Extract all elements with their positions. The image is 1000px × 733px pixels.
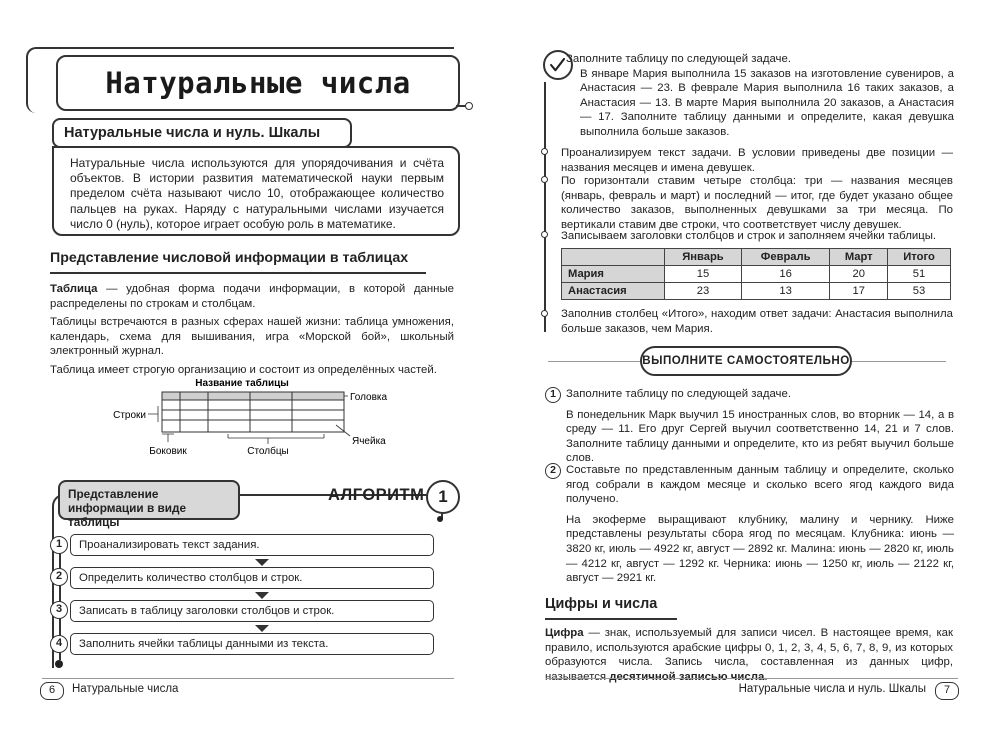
subheading-tables: Представление числовой информации в таблицах [50,250,409,266]
headers-text: Записываем заголовки столбцов и строк и заполняем ячейки таблицы. [561,230,937,242]
task-1-intro: Заполните таблицу по следующей задаче. [566,388,791,400]
digits-heading: Цифры и числа [545,596,658,612]
task-1-body: В понедельник Марк выучил 15 иностранных слов, во вторник — 14, а в среду — 11. Его друг Сергей выучил соответственно 14, 21 и 7 слов. Заполните таблицу данными и определите, кто из ребят выучил больше слов. [566,408,954,465]
table-cell: 17 [830,283,888,300]
task-number: 1 [545,387,561,403]
table-definition [50,282,454,311]
table-cell: 51 [888,266,951,283]
diagram-title-label: Название таблицы [195,378,289,389]
row-name-cell: Мария [562,266,665,283]
arrow-down-icon [255,625,269,632]
example-task-body: В январе Мария выполнила 15 заказов на изготовление сувениров, а Анастасия — 23. В феврале Мария выполнила 16 таких заказов, а Анастасия — 13. В марте Мария выполнила 20 заказов, а Анастасия — 17. Заполните таблицу данными и определите, какая девушка выполнила больше заказов. [580,67,954,138]
diagram-columns-label: Столбцы [247,446,289,457]
diagram-rows-label: Строки [113,410,146,421]
headers-step [561,229,953,244]
footer-rule [546,678,958,679]
example-task [566,52,954,140]
digit-definition [545,626,953,684]
table-header-cell [562,249,665,266]
digit-term: Цифра [545,627,584,639]
tables-body [50,282,454,382]
orders-table [561,248,951,300]
diagram-header-label: Головка [350,392,388,403]
table-row [562,266,951,283]
table-definition-text: — удобная форма подачи информации, в которой данные распределены по строкам и столбцам. [50,283,454,310]
chapter-dot [465,102,473,110]
row-name-cell: Анастасия [562,283,665,300]
table-structure-diagram [110,372,410,462]
tables-structure-text: Таблица имеет строгую организацию и состоит из определённых частей. [50,363,437,376]
columns-text: По горизонтали ставим четыре столбца: три — названия месяцев (январь, февраль и март) и последний — итог, где будет указано общее количество заказов, выполненных девушками за три месяца. По вертикали ставим две строки, что соответствует числу девушек. [561,175,953,231]
table-header-row [562,249,951,266]
running-footer: Натуральные числа и нуль. Шкалы [738,683,926,695]
intro-text: Натуральные числа используются для упорядочивания и счёта объектов. В истории развития математической науки первым пределом счёта называют число 10, отображающее количество пальцев на руках. Наряду с натуральными числами изучается число 0 (нуль), которое играет особую роль в математике. [70,156,444,231]
diagram-cell-label: Ячейка [352,436,386,447]
bullet-dot [541,176,548,183]
chapter-title-box [56,55,460,111]
columns-step [561,174,953,232]
algorithm-step: Проанализировать текст задания. [70,534,434,556]
table-cell: 13 [741,283,830,300]
step-number: 2 [50,568,68,586]
algorithm-step: Записать в таблицу заголовки столбцов и строк. [70,600,434,622]
table-cell: 53 [888,283,951,300]
step-number: 3 [50,601,68,619]
arrow-down-icon [255,559,269,566]
conclusion-text: Заполнив столбец «Итого», находим ответ задачи: Анастасия выполнила больше заказов, чем Мария. [561,308,953,335]
table-term: Таблица [50,283,98,295]
conclusion-step [561,307,953,336]
example-task-intro: Заполните таблицу по следующей задаче. [566,53,791,65]
algorithm-step: Заполнить ячейки таблицы данными из текста. [70,633,434,655]
running-footer: Натуральные числа [72,683,179,695]
task-2-body: На экоферме выращивают клубнику, малину и чернику. Ниже представлены результаты сбора ягод по месяцам. Клубника: июнь — 3820 кг, июль — 4922 кг, август — 2892 кг. Малина: июнь — 2820 кг, июль — 4212 кг, август — 1292 кг. Черника: июнь — 1250 кг, июль — 2122 кг, август — 2921 кг. [566,513,954,585]
algorithm-title: АЛГОРИТМ [328,486,425,504]
section-title: Натуральные числа и нуль. Шкалы [52,118,352,148]
algorithm-dot [437,516,443,522]
page-number: 7 [935,682,959,700]
diagram-side-label: Боковик [149,446,187,457]
chapter-title: Натуральные числа [105,66,411,100]
table-row [562,283,951,300]
task-1 [566,387,954,466]
table-header-cell: Март [830,249,888,266]
table-header-cell: Итого [888,249,951,266]
digit-definition-end: . [764,670,768,683]
table-cell: 16 [741,266,830,283]
bullet-dot [541,231,548,238]
decimal-notation-term: десятичной записью числа [609,670,765,683]
arrow-down-icon [255,592,269,599]
analysis-text: Проанализируем текст задачи. В условии приведены две позиции — названия месяцев и имена девушек. [561,147,953,174]
tables-usage-text: Таблицы встречаются в разных сферах нашей жизни: таблица умножения, календарь, схема для вышивания, игра «Морской бой», школьный электронный журнал. [50,316,454,358]
algorithm-label: Представление информации в виде таблицы [58,480,240,520]
table-header-cell: Январь [665,249,742,266]
bullet-dot [541,148,548,155]
page-number: 6 [40,682,64,700]
table-cell: 23 [665,283,742,300]
subheading-rule [50,272,426,274]
task-2-intro: Составьте по представленным данным таблицу и определите, сколько ягод собрали в каждом месяце и сколько всего ягод каждого вида получено. [566,464,954,506]
solution-line [544,82,546,332]
digit-definition-text [545,626,953,684]
task-number: 2 [545,463,561,479]
algorithm-step: Определить количество столбцов и строк. [70,567,434,589]
bullet-dot [541,310,548,317]
intro-box [52,146,460,236]
digits-heading-rule [545,618,677,620]
step-number: 1 [50,536,68,554]
table-cell: 15 [665,266,742,283]
analysis-step [561,146,953,175]
diagram-grid [162,392,344,432]
table-cell: 20 [830,266,888,283]
step-number: 4 [50,635,68,653]
table-header-cell: Февраль [741,249,830,266]
footer-rule [42,678,454,679]
self-work-banner: ВЫПОЛНИТЕ САМОСТОЯТЕЛЬНО [640,346,852,376]
task-2 [566,463,954,586]
digit-definition-body: — знак, используемый для записи чисел. В настоящее время, как правило, используются арабские цифры 0, 1, 2, 3, 4, 5, 6, 7, 8, 9, из которых образуются числа. Запись числа, составленная из данных цифр, называется [545,627,953,683]
algorithm-number: 1 [426,480,460,514]
steps-end-dot [55,660,63,668]
